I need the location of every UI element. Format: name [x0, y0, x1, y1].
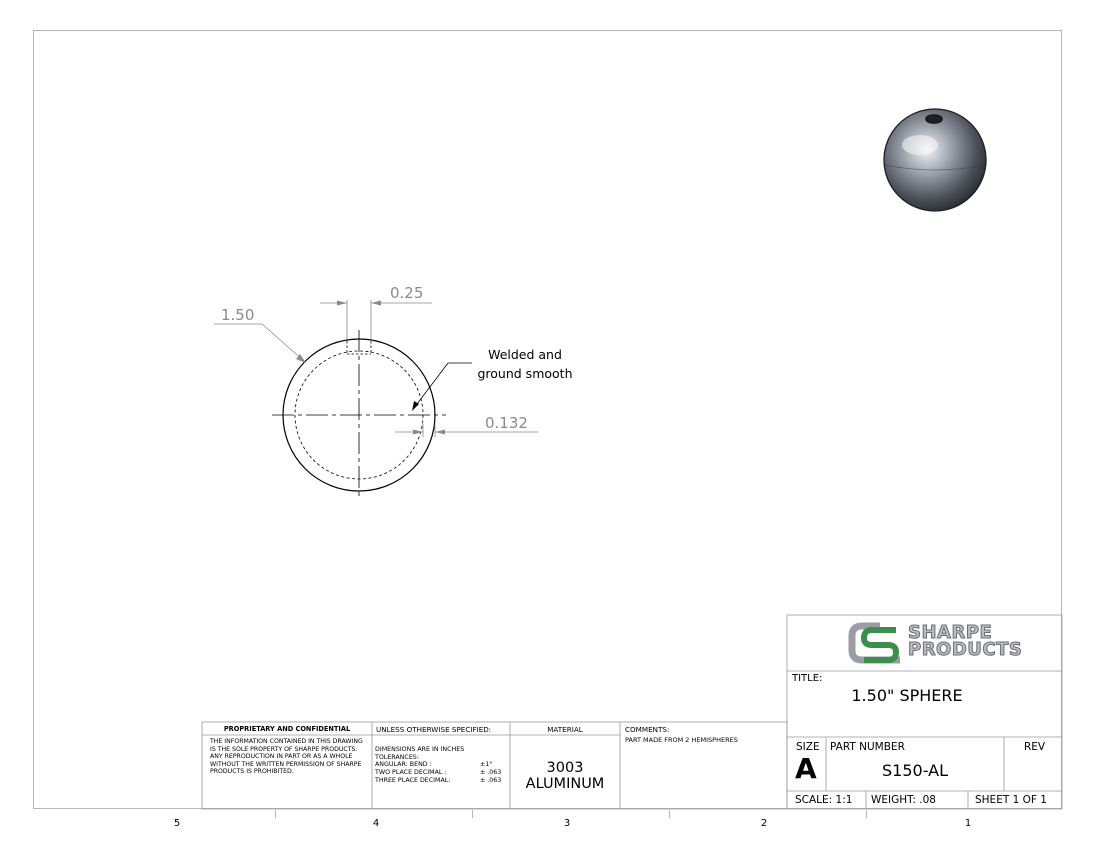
sheet-value: SHEET 1 OF 1: [975, 794, 1047, 806]
tolerance-line-label: TOLERANCES:: [375, 753, 419, 761]
zone-tick: [275, 810, 276, 818]
tolerance-line: [375, 777, 509, 785]
proprietary-header: PROPRIETARY AND CONFIDENTIAL: [223, 725, 351, 733]
material-line2: ALUMINUM: [525, 776, 605, 792]
logo-line2: PRODUCTS: [908, 639, 1023, 660]
zone-label: 5: [173, 818, 181, 829]
tolerance-line-value: ±1°: [480, 761, 493, 769]
proprietary-text: THE INFORMATION CONTAINED IN THIS DRAWING IS THE SOLE PROPERTY OF SHARPE PRODUCTS. ANY REPRODUCTION IN PART OR AS A WHOLE WITHOUT THE WRITTEN PERMISSION OF SHARPE PRODUCTS IS PROHIBITED.: [210, 738, 363, 776]
zone-label: 3: [563, 818, 571, 829]
dim-outer-diameter-label: 1.50: [221, 306, 255, 324]
zone-label: 2: [760, 818, 768, 829]
zone-label: 4: [372, 818, 380, 829]
tolerance-line-value: ± .063: [480, 776, 502, 784]
part-number-label: PART NUMBER: [830, 741, 905, 753]
logo-line1: SHARPE: [908, 622, 993, 643]
size-label: SIZE: [796, 741, 820, 753]
scale-value: SCALE: 1:1: [795, 794, 853, 806]
tolerance-line-label: ANGULAR: BEND :: [375, 761, 432, 769]
tolerance-line-value: ± .063: [480, 769, 502, 777]
title-label: TITLE:: [792, 673, 823, 684]
comments-header: COMMENTS:: [625, 725, 670, 734]
dim-wall-thickness-label: 0.132: [485, 414, 528, 432]
company-logo-mark: [852, 626, 900, 660]
dim-outer-diameter: [214, 324, 306, 363]
tolerance-line-label: DIMENSIONS ARE IN INCHES: [375, 746, 465, 753]
material-line1: 3003: [546, 760, 584, 776]
rev-label: REV: [1024, 741, 1046, 753]
dim-hole-width: [320, 300, 432, 339]
size-value: A: [795, 752, 817, 785]
sphere-isometric-view: [884, 109, 986, 211]
tolerance-line: [375, 769, 509, 777]
tolerance-header: UNLESS OTHERWISE SPECIFIED:: [376, 725, 492, 734]
weight-value: WEIGHT: .08: [871, 794, 936, 806]
tolerance-line: [375, 761, 509, 769]
comments-text: PART MADE FROM 2 HEMISPHERES: [625, 736, 738, 744]
part-number-value: S150-AL: [882, 761, 948, 780]
tolerance-line-label: TWO PLACE DECIMAL :: [375, 769, 447, 777]
material-header: MATERIAL: [547, 725, 583, 734]
weld-note-line1: Welded and: [488, 347, 562, 362]
zone-tick: [866, 810, 867, 818]
company-logo: [908, 622, 1023, 660]
zone-tick: [669, 810, 670, 818]
zone-label: 1: [964, 818, 972, 829]
drawing-title: 1.50" SPHERE: [851, 686, 963, 705]
weld-note-line2: ground smooth: [477, 366, 573, 381]
dim-hole-width-label: 0.25: [390, 284, 424, 302]
tolerance-block: [375, 746, 509, 785]
zone-tick: [472, 810, 473, 818]
tolerance-line: [375, 746, 509, 754]
tolerance-line-label: THREE PLACE DECIMAL:: [375, 776, 451, 784]
